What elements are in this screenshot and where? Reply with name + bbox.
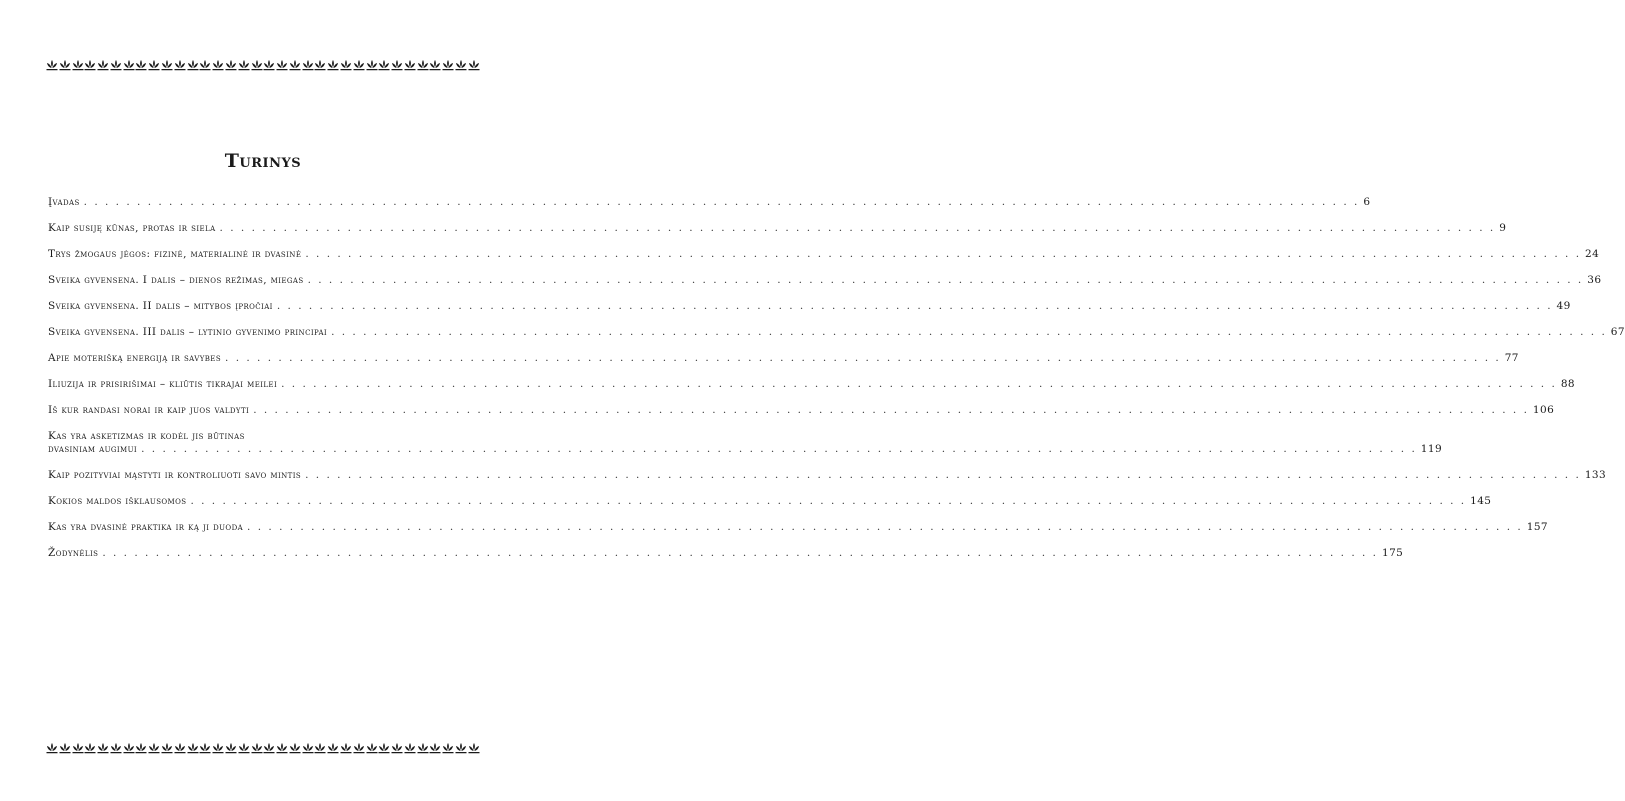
dot-leader: . . . . . . . . . . . . . . . . . . . . . . . . . . . . . . . . . . . . . . . . . . . . . . . . . . . . . . . . . . . . . . . . . . . . . . . . . . . . . . . . . . . . . . . . . . . . . . . . . . . . . . . . . . . . . . . . . . . . . . . . (247, 521, 1523, 533)
lotus-ornament-icon (110, 742, 122, 754)
toc-entry-title: Kas yra dvasinė praktika ir ką ji duoda (48, 521, 244, 533)
table-of-contents (48, 196, 1625, 560)
toc-entry[interactable] (48, 352, 1519, 365)
lotus-ornament-icon (174, 59, 186, 71)
lotus-ornament-icon (353, 59, 365, 71)
dot-leader: . . . . . . . . . . . . . . . . . . . . . . . . . . . . . . . . . . . . . . . . . . . . . . . . . . . . . . . . . . . . . . . . . . . . . . . . . . . . . . . . . . . . . . . . . . . . . . . . . . . . . . . . . . . . . . . . . . . . . . . . (225, 352, 1501, 364)
dot-leader: . . . . . . . . . . . . . . . . . . . . . . . . . . . . . . . . . . . . . . . . . . . . . . . . . . . . . . . . . . . . . . . . . . . . . . . . . . . . . . . . . . . . . . . . . . . . . . . . . . . . . . . . . . . . . . . . . . . . . . . . (102, 547, 1379, 559)
lotus-ornament-icon (148, 742, 160, 754)
lotus-ornament-icon (468, 742, 480, 754)
toc-entry[interactable] (48, 300, 1571, 313)
lotus-ornament-icon (46, 742, 58, 754)
lotus-ornament-icon (455, 59, 467, 71)
lotus-ornament-icon (263, 742, 275, 754)
top-ornament-border (46, 58, 480, 72)
toc-entry-title: Žodynėlis (48, 547, 99, 559)
lotus-ornament-icon (72, 59, 84, 71)
lotus-ornament-icon (455, 742, 467, 754)
lotus-ornament-icon (212, 742, 224, 754)
lotus-ornament-icon (276, 59, 288, 71)
lotus-ornament-icon (289, 742, 301, 754)
toc-entry[interactable] (48, 469, 1607, 482)
lotus-ornament-icon (468, 59, 480, 71)
dot-leader: . . . . . . . . . . . . . . . . . . . . . . . . . . . . . . . . . . . . . . . . . . . . . . . . . . . . . . . . . . . . . . . . . . . . . . . . . . . . . . . . . . . . . . . . . . . . . . . . . . . . . . . . . . . . . . . . . . . . . . . . (141, 443, 1417, 455)
toc-entry-title: Įvadas (48, 196, 80, 208)
lotus-ornament-icon (442, 59, 454, 71)
toc-entry-title: Iliuzija ir prisirišimai – kliūtis tikrajai meilei (48, 378, 278, 390)
bottom-ornament-border (46, 741, 480, 755)
lotus-ornament-icon (251, 742, 263, 754)
lotus-ornament-icon (340, 742, 352, 754)
lotus-ornament-icon (429, 59, 441, 71)
toc-entry-page-number: 77 (1504, 352, 1519, 364)
toc-entry-page-number: 133 (1584, 469, 1607, 481)
lotus-ornament-icon (135, 742, 147, 754)
lotus-ornament-icon (302, 742, 314, 754)
toc-entry-page-number: 106 (1532, 404, 1555, 416)
lotus-ornament-icon (417, 742, 429, 754)
toc-entry[interactable] (48, 430, 1443, 456)
lotus-ornament-icon (84, 59, 96, 71)
toc-entry-title: Kaip pozityviai mąstyti ir kontroliuoti savo mintis (48, 469, 302, 481)
lotus-ornament-icon (366, 59, 378, 71)
toc-entry-page-number: 157 (1526, 521, 1548, 533)
toc-entry-title: Sveika gyvensena. II dalis – mitybos įpročiai (48, 300, 273, 312)
lotus-ornament-icon (123, 742, 135, 754)
dot-leader: . . . . . . . . . . . . . . . . . . . . . . . . . . . . . . . . . . . . . . . . . . . . . . . . . . . . . . . . . . . . . . . . . . . . . . . . . . . . . . . . . . . . . . . . . . . . . . . . . . . . . . . . . . . . . . . . . . . . . . . . (276, 300, 1553, 312)
lotus-ornament-icon (404, 59, 416, 71)
lotus-ornament-icon (404, 742, 416, 754)
toc-entry[interactable] (48, 196, 1371, 209)
lotus-ornament-icon (97, 742, 109, 754)
lotus-ornament-icon (378, 742, 390, 754)
lotus-ornament-icon (72, 742, 84, 754)
toc-entry-page-number: 88 (1560, 378, 1575, 390)
lotus-ornament-icon (442, 742, 454, 754)
lotus-ornament-icon (263, 59, 275, 71)
toc-entry-title: Kaip susiję kūnas, protas ir siela (48, 222, 216, 234)
lotus-ornament-icon (187, 742, 199, 754)
lotus-ornament-icon (174, 742, 186, 754)
dot-leader: . . . . . . . . . . . . . . . . . . . . . . . . . . . . . . . . . . . . . . . . . . . . . . . . . . . . . . . . . . . . . . . . . . . . . . . . . . . . . . . . . . . . . . . . . . . . . . . . . . . . . . . . . . . . . . . . . . . . . . . . (219, 222, 1496, 234)
lotus-ornament-icon (225, 59, 237, 71)
lotus-ornament-icon (199, 59, 211, 71)
lotus-ornament-icon (97, 59, 109, 71)
toc-entry-page-number: 145 (1470, 495, 1492, 507)
lotus-ornament-icon (225, 742, 237, 754)
page-title: Turinys (224, 150, 302, 172)
lotus-ornament-icon (391, 742, 403, 754)
lotus-ornament-icon (302, 59, 314, 71)
lotus-ornament-icon (238, 742, 250, 754)
dot-leader: . . . . . . . . . . . . . . . . . . . . . . . . . . . . . . . . . . . . . . . . . . . . . . . . . . . . . . . . . . . . . . . . . . . . . . . . . . . . . . . . . . . . . . . . . . . . . . . . . . . . . . . . . . . . . . . . . . . . . . . . (83, 196, 1360, 208)
toc-entry-title: Apie moterišką energiją ir savybes (48, 352, 222, 364)
lotus-ornament-icon (327, 742, 339, 754)
lotus-ornament-icon (135, 59, 147, 71)
lotus-ornament-icon (59, 59, 71, 71)
toc-entry[interactable] (48, 274, 1602, 287)
lotus-ornament-icon (314, 59, 326, 71)
toc-entry[interactable] (48, 547, 1404, 560)
dot-leader: . . . . . . . . . . . . . . . . . . . . . . . . . . . . . . . . . . . . . . . . . . . . . . . . . . . . . . . . . . . . . . . . . . . . . . . . . . . . . . . . . . . . . . . . . . . . . . . . . . . . . . . . . . . . . . . . . . . . . . . . (305, 248, 1582, 260)
lotus-ornament-icon (187, 59, 199, 71)
dot-leader: . . . . . . . . . . . . . . . . . . . . . . . . . . . . . . . . . . . . . . . . . . . . . . . . . . . . . . . . . . . . . . . . . . . . . . . . . . . . . . . . . . . . . . . . . . . . . . . . . . . . . . . . . . . . . . . . . . . . . . . . (307, 274, 1584, 286)
toc-entry-page-number: 9 (1499, 222, 1507, 234)
dot-leader: . . . . . . . . . . . . . . . . . . . . . . . . . . . . . . . . . . . . . . . . . . . . . . . . . . . . . . . . . . . . . . . . . . . . . . . . . . . . . . . . . . . . . . . . . . . . . . . . . . . . . . . . . . . . . . . . . . . . . . . . (305, 469, 1581, 481)
lotus-ornament-icon (199, 742, 211, 754)
toc-entry-page-number: 24 (1585, 248, 1600, 260)
toc-entry[interactable] (48, 222, 1507, 235)
dot-leader: . . . . . . . . . . . . . . . . . . . . . . . . . . . . . . . . . . . . . . . . . . . . . . . . . . . . . . . . . . . . . . . . . . . . . . . . . . . . . . . . . . . . . . . . . . . . . . . . . . . . . . . . . . . . . . . . . . . . . . . . (190, 495, 1467, 507)
lotus-ornament-icon (110, 59, 122, 71)
toc-entry-title: dvasiniam augimui (48, 443, 138, 455)
dot-leader: . . . . . . . . . . . . . . . . . . . . . . . . . . . . . . . . . . . . . . . . . . . . . . . . . . . . . . . . . . . . . . . . . . . . . . . . . . . . . . . . . . . . . . . . . . . . . . . . . . . . . . . . . . . . . . . . . . . . . . . . (253, 404, 1529, 416)
lotus-ornament-icon (123, 59, 135, 71)
dot-leader: . . . . . . . . . . . . . . . . . . . . . . . . . . . . . . . . . . . . . . . . . . . . . . . . . . . . . . . . . . . . . . . . . . . . . . . . . . . . . . . . . . . . . . . . . . . . . . . . . . . . . . . . . . . . . . . . . . . . . . . . (281, 378, 1557, 390)
lotus-ornament-icon (340, 59, 352, 71)
lotus-ornament-icon (417, 59, 429, 71)
toc-entry-title: Iš kur randasi norai ir kaip juos valdyti (48, 404, 250, 416)
toc-entry-page-number: 49 (1556, 300, 1571, 312)
lotus-ornament-icon (84, 742, 96, 754)
toc-entry-page-number: 175 (1382, 547, 1404, 559)
dot-leader: . . . . . . . . . . . . . . . . . . . . . . . . . . . . . . . . . . . . . . . . . . . . . . . . . . . . . . . . . . . . . . . . . . . . . . . . . . . . . . . . . . . . . . . . . . . . . . . . . . . . . . . . . . . . . . . . . . . . . . . . (331, 326, 1607, 338)
toc-entry[interactable] (48, 495, 1492, 508)
toc-entry[interactable] (48, 326, 1625, 339)
lotus-ornament-icon (212, 59, 224, 71)
toc-entry-title-line: Kas yra asketizmas ir kodėl jis būtinas (48, 430, 245, 442)
lotus-ornament-icon (366, 742, 378, 754)
lotus-ornament-icon (378, 59, 390, 71)
lotus-ornament-icon (251, 59, 263, 71)
toc-entry[interactable] (48, 404, 1555, 417)
toc-entry-title: Sveika gyvensena. I dalis – dienos režimas, miegas (48, 274, 304, 286)
toc-entry[interactable] (48, 378, 1575, 391)
lotus-ornament-icon (148, 59, 160, 71)
lotus-ornament-icon (161, 59, 173, 71)
toc-entry[interactable] (48, 521, 1548, 534)
lotus-ornament-icon (276, 742, 288, 754)
lotus-ornament-icon (59, 742, 71, 754)
toc-entry-page-number: 67 (1610, 326, 1625, 338)
lotus-ornament-icon (289, 59, 301, 71)
toc-entry-title: Trys žmogaus jėgos: fizinė, materialinė ir dvasinė (48, 248, 302, 260)
lotus-ornament-icon (161, 742, 173, 754)
toc-entry-title: Sveika gyvensena. III dalis – lytinio gyvenimo principai (48, 326, 328, 338)
toc-entry-title: Kokios maldos išklausomos (48, 495, 187, 507)
lotus-ornament-icon (314, 742, 326, 754)
lotus-ornament-icon (353, 742, 365, 754)
toc-entry-page-number: 6 (1363, 196, 1371, 208)
toc-entry-page-number: 36 (1587, 274, 1602, 286)
toc-entry[interactable] (48, 248, 1600, 261)
lotus-ornament-icon (46, 59, 58, 71)
lotus-ornament-icon (391, 59, 403, 71)
lotus-ornament-icon (429, 742, 441, 754)
lotus-ornament-icon (238, 59, 250, 71)
lotus-ornament-icon (327, 59, 339, 71)
toc-entry-page-number: 119 (1420, 443, 1443, 455)
